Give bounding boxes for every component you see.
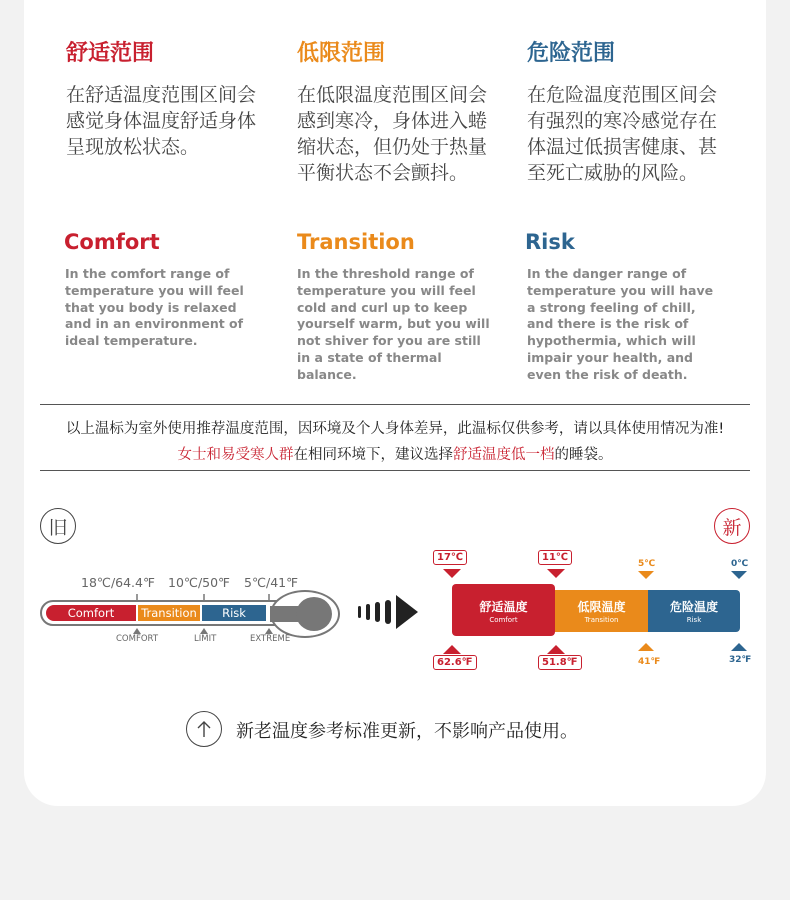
comfort-en-title: Comfort (64, 230, 160, 254)
notice-line-2 (40, 443, 750, 464)
notice-end: 的睡袋。 (554, 447, 613, 463)
new-bar-transition-zh: 低限温度 (577, 600, 626, 614)
new-bar-comfort (452, 584, 555, 636)
old-label-limit: 10℃/50℉ (168, 575, 230, 590)
new-top-tag-0c: 0℃ (731, 559, 749, 569)
old-segment-transition: Transition (138, 605, 200, 621)
notice-mid: 在相同环境下，建议选择 (293, 447, 453, 463)
new-bottom-tag-51f: 51.8℉ (538, 655, 582, 670)
transition-en-body: In the threshold range of temperature you will feel cold and curl up to keep yourself warm, but you will not shiver for you are still in a state of thermal balance. (297, 266, 490, 382)
new-bottom-pointer-32f (731, 643, 747, 651)
old-label-comfort: 18℃/64.4℉ (81, 575, 155, 590)
new-bottom-tag-41f: 41℉ (638, 657, 661, 667)
notice-highlight-grade: 舒适温度低一档 (453, 447, 555, 463)
new-bar-comfort-en: Comfort (489, 616, 518, 624)
new-top-tag-11c: 11℃ (538, 550, 572, 565)
notice-line-1: 以上温标为室外使用推荐温度范围，因环境及个人身体差异，此温标仅供参考，请以具体使用情况为准! (65, 421, 725, 437)
old-segment-risk: Risk (202, 605, 266, 621)
new-top-pointer-0c (731, 571, 747, 579)
risk-zh-body: 在危险温度范围区间会有强烈的寒冷感觉存在体温过低损害健康、甚至死亡威胁的风险。 (527, 84, 718, 184)
divider-bottom (40, 470, 750, 471)
new-bottom-pointer-62f (443, 645, 461, 654)
new-bottom-tag-32f: 32℉ (729, 655, 752, 665)
risk-en-title: Risk (525, 230, 575, 254)
new-bottom-pointer-51f (547, 645, 565, 654)
transition-zh-title: 低限范围 (297, 41, 386, 66)
old-bottom-extreme: EXTREME (250, 634, 291, 644)
risk-zh-title: 危险范围 (527, 41, 616, 66)
old-badge: 旧 (40, 508, 76, 544)
footer-note: 新老温度参考标准更新，不影响产品使用。 (236, 721, 578, 742)
new-top-pointer-11c (547, 569, 565, 578)
notice-highlight-women: 女士和易受寒人群 (177, 447, 294, 463)
new-bar-transition-en: Transition (584, 616, 619, 624)
transition-zh-body: 在低限温度范围区间会感到寒冷，身体进入蜷缩状态，但仍处于热量平衡状态不会颤抖。 (297, 84, 488, 184)
new-bar-comfort-zh: 舒适温度 (479, 600, 528, 614)
old-segment-comfort: Comfort (46, 605, 136, 621)
new-bar-transition (555, 590, 648, 632)
new-top-tag-5c: 5℃ (638, 559, 656, 569)
new-bar-risk-zh: 危险温度 (669, 600, 718, 614)
thermometer-bulb-fill (296, 597, 332, 631)
arrow-up-icon (186, 711, 222, 747)
old-label-extreme: 5℃/41℉ (244, 575, 299, 590)
new-top-tag-17c: 17℃ (433, 550, 467, 565)
comfort-zh-body: 在舒适温度范围区间会感觉身体温度舒适身体呈现放松状态。 (66, 84, 257, 158)
old-bottom-limit: LIMIT (194, 634, 217, 644)
new-top-pointer-5c (638, 571, 654, 579)
comfort-zh-title: 舒适范围 (66, 41, 155, 66)
risk-en-body: In the danger range of temperature you will have a strong feeling of chill, and there is the risk of hypothermia, which will impair your health, and even the risk of death. (527, 266, 714, 382)
old-bottom-comfort: COMFORT (116, 634, 159, 644)
new-top-pointer-17c (443, 569, 461, 578)
new-bottom-tag-62f: 62.6℉ (433, 655, 477, 670)
new-bar-risk (648, 590, 740, 632)
new-bar-risk-en: Risk (686, 616, 702, 624)
new-bottom-pointer-41f (638, 643, 654, 651)
new-badge: 新 (714, 508, 750, 544)
comfort-en-body: In the comfort range of temperature you will feel that you body is relaxed and in an environment of ideal temperature. (65, 266, 244, 349)
divider-top (40, 404, 750, 405)
transition-arrow-icon (356, 593, 420, 631)
transition-en-title: Transition (297, 230, 415, 254)
